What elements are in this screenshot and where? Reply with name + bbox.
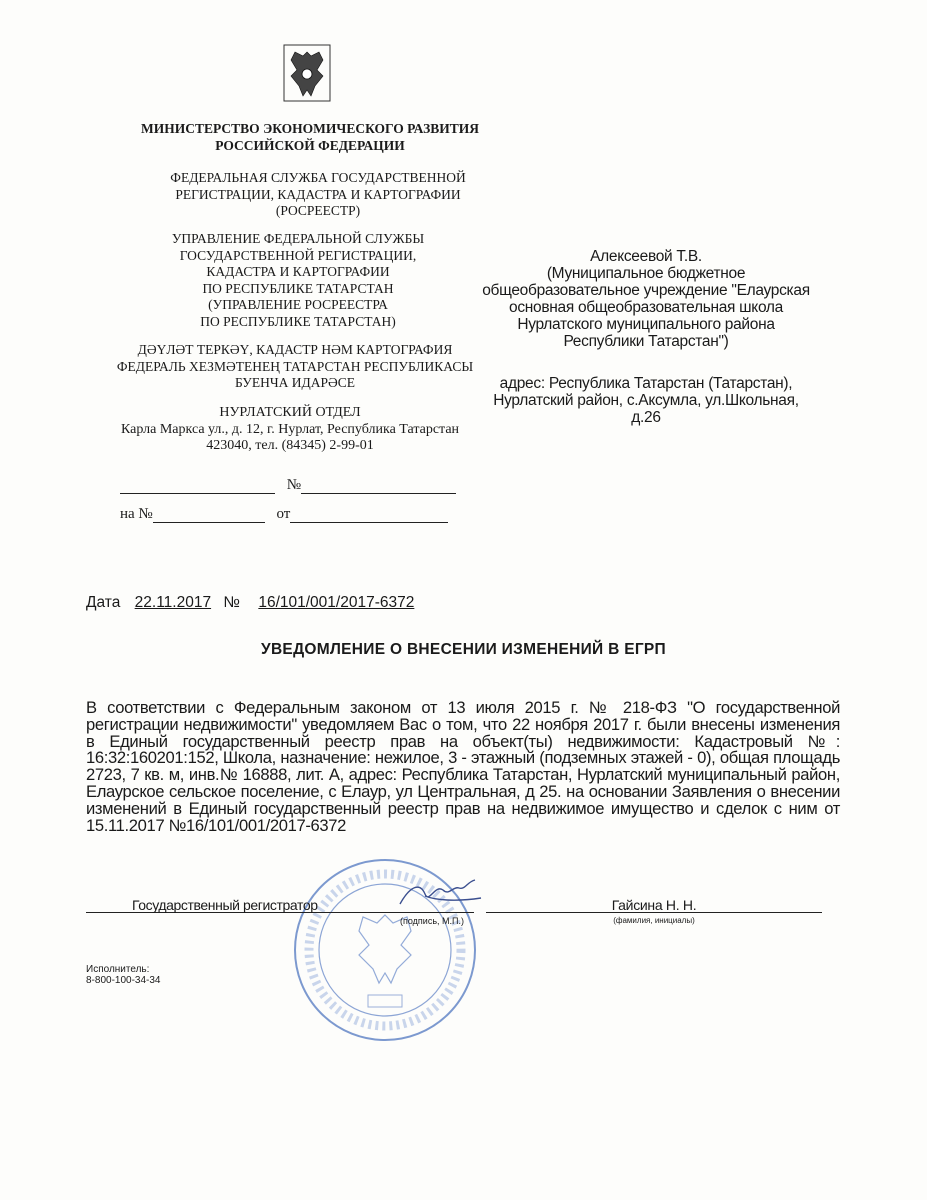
recipient-line: общеобразовательное учреждение "Елаурская [482, 282, 810, 299]
ministry-line: МИНИСТЕРСТВО ЭКОНОМИЧЕСКОГО РАЗВИТИЯ [141, 121, 479, 136]
recipient-address [452, 375, 840, 426]
department-heading [88, 231, 508, 330]
recipient-address-line: адрес: Республика Татарстан (Татарстан), [499, 375, 793, 392]
tatar-line: ФЕДЕРАЛЬ ХЕЗМӘТЕНЕҢ ТАТАРСТАН РЕСПУБЛИКАСЫ [116, 358, 474, 374]
recipient-address-line: Нурлатский район, с.Аксумла, ул.Школьная, [493, 392, 799, 409]
service-line: (РОСРЕЕСТР) [275, 203, 361, 218]
executor-block [86, 964, 161, 986]
tatar-line: БУЕНЧА ИДАРӘСЕ [235, 375, 355, 390]
document-title: УВЕДОМЛЕНИЕ О ВНЕСЕНИИ ИЗМЕНЕНИЙ В ЕГРП [261, 641, 666, 658]
office-contact: 423040, тел. (84345) 2-99-01 [206, 438, 374, 453]
reference-row [120, 506, 448, 523]
recipient-line: Алексеевой Т.В. [590, 248, 702, 265]
ministry-line: РОССИЙСКОЙ ФЕДЕРАЦИИ [215, 137, 405, 153]
department-line: ГОСУДАРСТВЕННОЙ РЕГИСТРАЦИИ, [179, 247, 417, 263]
recipient-line: Республики Татарстан") [563, 333, 729, 350]
executor-phone: 8-800-100-34-34 [86, 975, 161, 986]
document-number-label: № [223, 594, 241, 611]
signature-caption: (подпись, М.П.) [400, 916, 464, 926]
date-number-row [86, 594, 422, 612]
reference-label: на № [120, 506, 153, 522]
signer-name: Гайсина Н. Н. [611, 897, 697, 913]
office-name: НУРЛАТСКИЙ ОТДЕЛ [219, 405, 361, 420]
signer-position: Государственный регистратор [132, 897, 318, 913]
outgoing-date-blank [120, 479, 275, 494]
tatar-line: ДӘҮЛӘТ ТЕРКӘҮ, КАДАСТР НӘМ КАРТОГРАФИЯ [137, 342, 453, 357]
number-label: № [286, 477, 302, 493]
recipient-line: (Муниципальное бюджетное [546, 265, 746, 282]
service-line: ФЕДЕРАЛЬНАЯ СЛУЖБА ГОСУДАРСТВЕННОЙ [170, 170, 466, 185]
recipient-block [452, 248, 840, 350]
office-address: Карла Маркса ул., д. 12, г. Нурлат, Республика Татарстан [120, 421, 460, 437]
department-line: ПО РЕСПУБЛИКЕ ТАТАРСТАН [202, 280, 394, 296]
department-line: КАДАСТРА И КАРТОГРАФИИ [206, 264, 390, 279]
document-number: 16/101/001/2017-6372 [258, 594, 415, 611]
reference-date-blank [290, 508, 448, 523]
outgoing-number-row [120, 477, 456, 494]
ministry-heading [100, 121, 520, 154]
recipient-line: Нурлатского муниципального района [517, 316, 775, 333]
notification-body: В соответствии с Федеральным законом от 13 июля 2015 г. № 218-ФЗ "О государственной регистрации недвижимости" уведомляем Вас о том, что 22 ноября 2017 г. были внесены изменения в Единый государственный реестр прав на объект(ты) недвижимости: Кадастровый №: 16:32:160201:152, Школа, назначение: нежилое, 3 - этажный (подземных этажей - 0), общая площадь 2723, 7 кв. м, инв.№ 16888, лит. А, адрес: Республика Татарстан, Нурлатский муниципальный район, Елаурское сельское поселение, с Елаур, ул Центральная, д 25. на основании Заявления о внесении изменений в Единый государственный реестр прав на недвижимое имущество и сделок с ним от 15.11.2017 №16/101/001/2017-6372 [86, 698, 840, 835]
tatar-heading [85, 342, 505, 392]
outgoing-number-blank [301, 479, 456, 494]
department-line: (УПРАВЛЕНИЕ РОСРЕЕСТРА [208, 297, 388, 312]
coat-of-arms-icon [283, 44, 331, 102]
service-line: РЕГИСТРАЦИИ, КАДАСТРА И КАРТОГРАФИИ [175, 186, 461, 202]
service-heading [108, 170, 528, 220]
date-label: Дата [86, 594, 121, 611]
recipient-address-line: д.26 [631, 409, 661, 426]
department-line: УПРАВЛЕНИЕ ФЕДЕРАЛЬНОЙ СЛУЖБЫ [171, 231, 425, 246]
handwritten-signature-icon [395, 876, 485, 910]
name-caption: (фамилия, инициалы) [613, 916, 695, 925]
reference-from-label: от [276, 506, 291, 522]
reference-number-blank [153, 508, 265, 523]
department-line: ПО РЕСПУБЛИКЕ ТАТАРСТАН) [200, 313, 396, 329]
office-block [80, 405, 500, 455]
recipient-line: основная общеобразовательная школа [509, 299, 783, 316]
document-date: 22.11.2017 [134, 594, 212, 611]
executor-label: Исполнитель: [86, 964, 150, 975]
